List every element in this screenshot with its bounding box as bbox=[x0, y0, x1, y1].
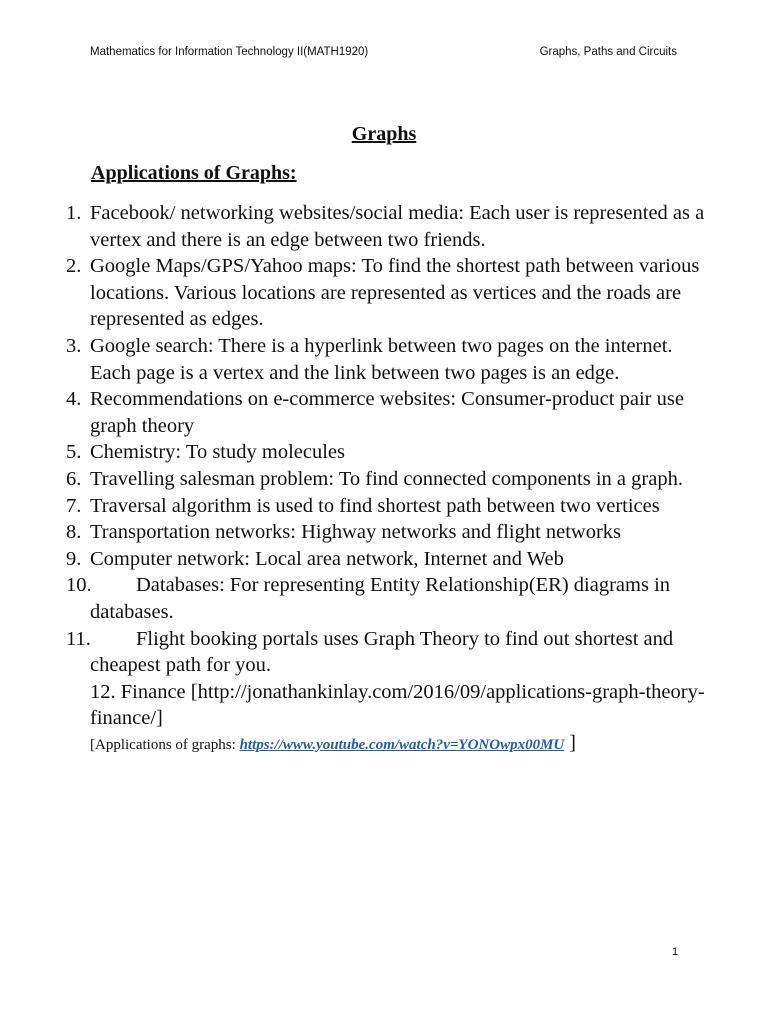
item-number: 6. bbox=[66, 467, 82, 490]
item-number: 8. bbox=[66, 521, 82, 544]
list-item bbox=[66, 493, 706, 520]
page-number: 1 bbox=[672, 946, 679, 958]
item-number: 5. bbox=[66, 441, 82, 464]
item-text: Google Maps/GPS/Yahoo maps: To find the shortest path between various locations. Various locations are represented as vertices and the roads are represented as edges. bbox=[90, 255, 700, 331]
item-text: Flight booking portals uses Graph Theory to find out shortest and cheapest path for you. bbox=[90, 627, 674, 677]
youtube-link[interactable]: https://www.youtube.com/watch?v=YONOwpx00MU bbox=[239, 736, 565, 753]
list-item-finance: 12. Finance [http://jonathankinlay.com/2016/09/applications-graph-theory-finance/] bbox=[90, 680, 705, 730]
item-number: 3. bbox=[66, 334, 82, 357]
applications-list bbox=[66, 200, 706, 756]
item-number: 7. bbox=[66, 494, 82, 517]
item-text: Google search: There is a hyperlink between two pages on the internet. Each page is a vertex and the link between two pages is an edge. bbox=[90, 334, 673, 384]
item-text: Computer network: Local area network, Internet and Web bbox=[90, 547, 564, 570]
list-item bbox=[66, 386, 706, 439]
item-number: 4. bbox=[66, 388, 82, 411]
reference-prefix: [Applications of graphs: bbox=[90, 736, 240, 753]
item-text: Chemistry: To study molecules bbox=[90, 441, 345, 464]
item-text: Traversal algorithm is used to find shortest path between two vertices bbox=[90, 494, 660, 517]
header-course-title: Mathematics for Information Technology II(MATH1920) bbox=[90, 46, 369, 58]
reference-line bbox=[66, 732, 706, 756]
item-text: Travelling salesman problem: To find connected components in a graph. bbox=[90, 467, 683, 490]
reference-suffix: ] bbox=[564, 731, 576, 754]
list-item bbox=[66, 333, 706, 386]
item-text: Databases: For representing Entity Relationship(ER) diagrams in databases. bbox=[90, 574, 671, 623]
item-number: 10. bbox=[66, 574, 92, 597]
item-number: 1. bbox=[66, 202, 82, 224]
list-item bbox=[66, 466, 706, 493]
list-item bbox=[66, 572, 706, 625]
list-item bbox=[66, 546, 706, 573]
item-text: Facebook/ networking websites/social media: Each user is represented as a vertex and there is an edge between two friends. bbox=[90, 202, 705, 251]
item-number: 9. bbox=[66, 547, 82, 570]
item-number: 2. bbox=[66, 255, 82, 278]
list-item bbox=[66, 439, 706, 466]
item-text: Transportation networks: Highway networks and flight networks bbox=[90, 521, 622, 544]
header-chapter-title: Graphs, Paths and Circuits bbox=[539, 46, 677, 58]
section-heading: Applications of Graphs: bbox=[91, 162, 297, 184]
item-number: 11. bbox=[66, 627, 91, 650]
list-item bbox=[66, 253, 706, 333]
list-item bbox=[66, 200, 706, 253]
list-item bbox=[66, 519, 706, 546]
page-title: Graphs bbox=[351, 123, 417, 145]
item-text: Recommendations on e-commerce websites: Consumer-product pair use graph theory bbox=[90, 388, 684, 437]
list-item bbox=[66, 626, 706, 679]
